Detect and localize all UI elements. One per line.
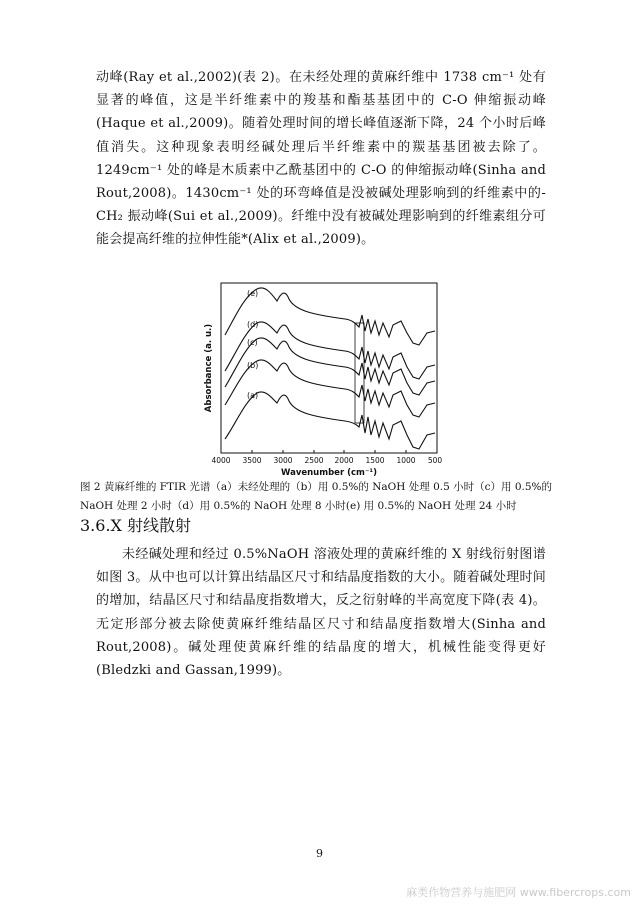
body-paragraph-xrd: 未经碱处理和经过 0.5%NaOH 溶液处理的黄麻纤维的 X 射线衍射图谱如图 3。从中也可以计算出结晶区尺寸和结晶度指数的大小。随着碱处理时间的增加，结晶区尺寸和结晶度指数增大，反之衍射峰的半高宽度下降(表 4)。无定形部分被去除使黄麻纤维结晶区尺寸和结晶度指数增大(Sinha and Rout,2008)。碱处理使黄麻纤维的结晶度的增大，机械性能变得更好(Bledzki and Gassan,1999)。: [96, 547, 546, 679]
x-tick-label: 500: [427, 456, 443, 465]
curve-label-e: (e): [247, 289, 259, 298]
body-paragraph-ftir: 动峰(Ray et al.,2002)(表 2)。在未经处理的黄麻纤维中 1738 cm⁻¹ 处有显著的峰值，这是半纤维素中的羧基和酯基基团中的 C-O 伸缩振动峰(Haque et al.,2009)。随着处理时间的增长峰值逐渐下降，24 个小时后峰值消失。这种现象表明经碱处理后半纤维素中的羰基基团被去除了。1249cm⁻¹ 处的峰是木质素中乙酰基团中的 C-O 的伸缩振动峰(Sinha and Rout,2008)。1430cm⁻¹ 处的环弯峰值是没被碱处理影响到的纤维素中的-CH₂ 振动峰(Sui et al.,2009)。纤维中没有被碱处理影响到的纤维素组分可能会提高纤维的拉伸性能*(Alix et al.,2009)。: [96, 70, 546, 248]
page-number: 9: [316, 847, 323, 860]
x-tick-label: 3000: [273, 456, 293, 465]
spectrum-d: [225, 322, 435, 379]
x-tick-label: 1500: [365, 456, 385, 465]
ftir-spectrum-figure: [195, 275, 445, 485]
curve-label-d: (d): [247, 320, 259, 329]
x-tick-label: 4000: [211, 456, 231, 465]
x-axis-label: Wavenumber (cm⁻¹): [281, 468, 377, 478]
section-heading: 3.6.X 射线散射: [80, 516, 192, 535]
spectrum-a: [225, 392, 435, 449]
curve-label-c: (c): [247, 338, 258, 347]
site-watermark: 麻类作物营养与施肥网 www.fibercrops.com: [406, 886, 631, 899]
y-axis-label: Absorbance (a. u.): [204, 323, 214, 413]
x-tick-label: 3500: [242, 456, 262, 465]
curve-label-a: (a): [247, 391, 259, 400]
figure-caption: 图 2 黄麻纤维的 FTIR 光谱（a）未经处理的（b）用 0.5%的 NaOH 处理 0.5 小时（c）用 0.5%的 NaOH 处理 2 小时（d）用 0.5%的 NaOH 处理 8 小时(e) 用 0.5%的 NaOH 处理 24 小时: [80, 481, 553, 512]
curve-label-b: (b): [247, 361, 259, 370]
x-tick-label: 2000: [334, 456, 354, 465]
x-tick-label: 1000: [396, 456, 416, 465]
x-tick-label: 2500: [304, 456, 324, 465]
